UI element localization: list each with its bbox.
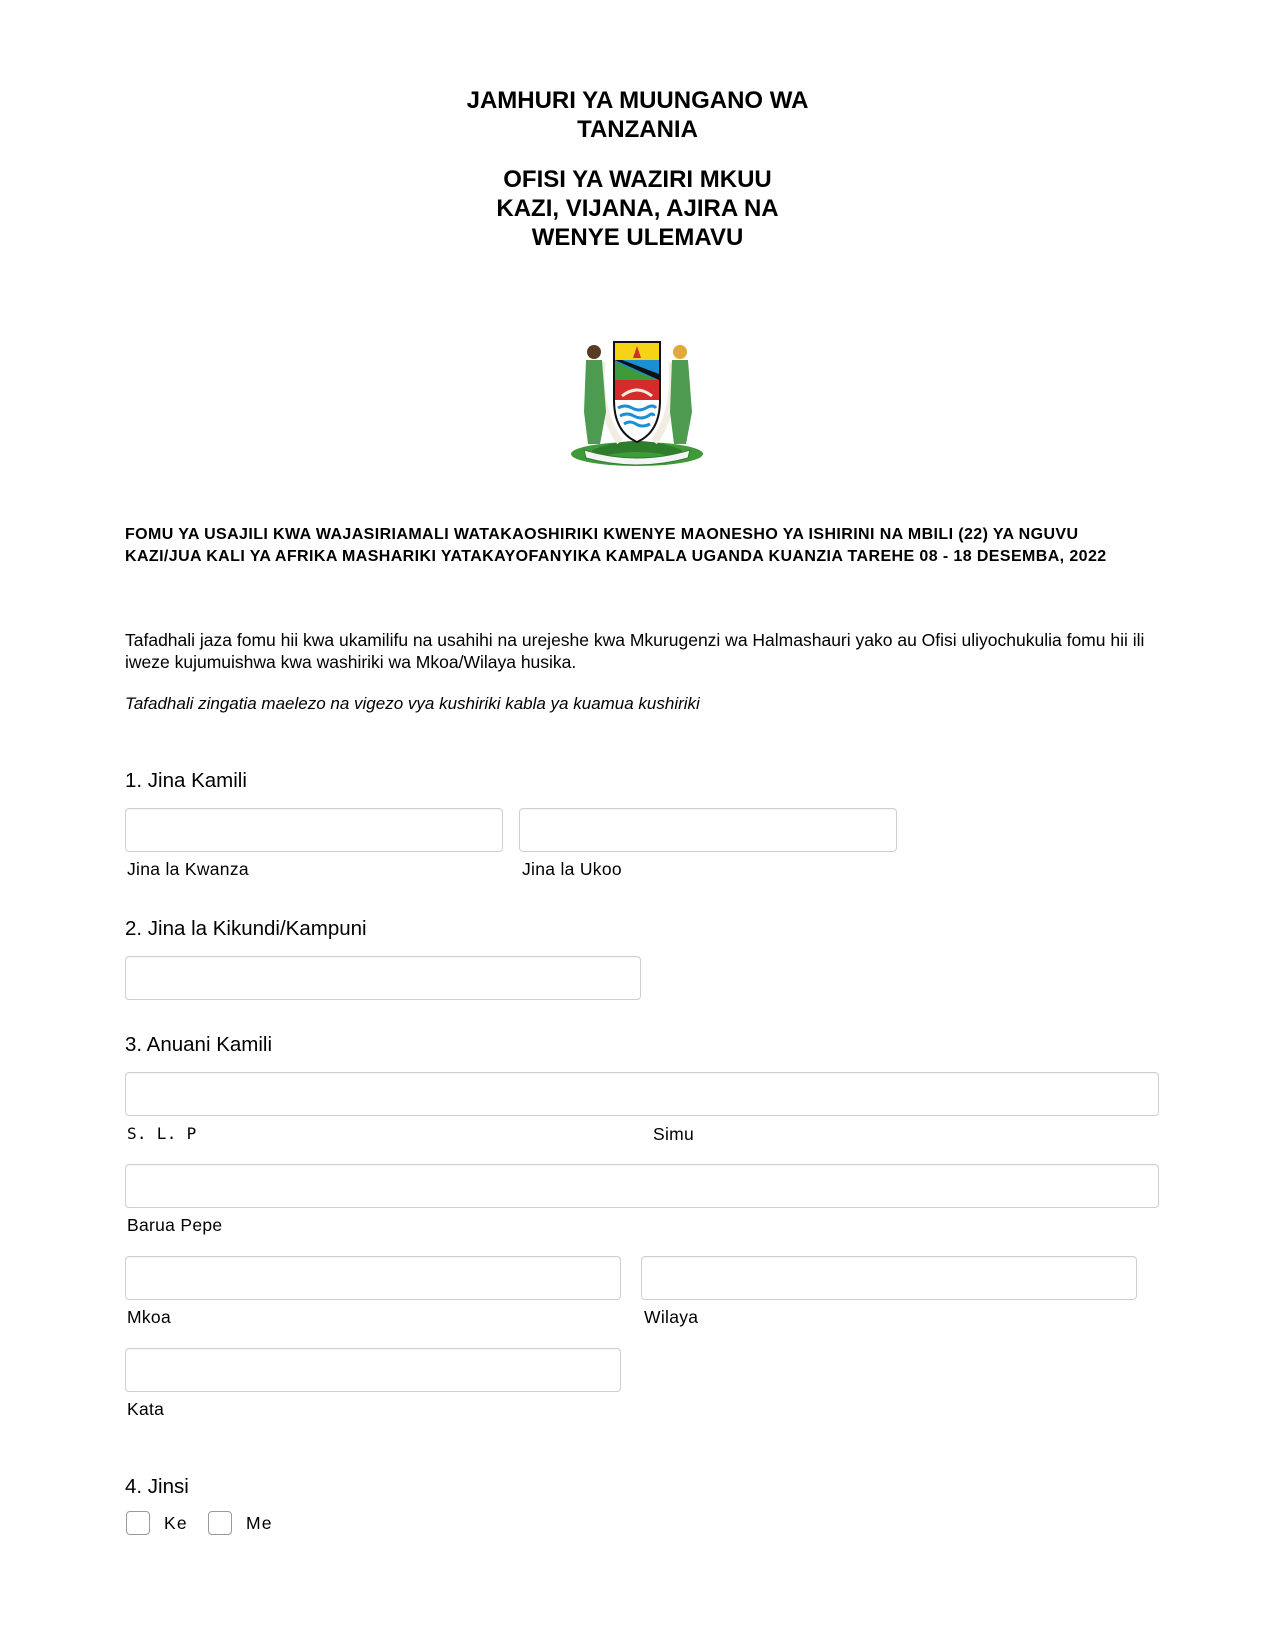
region-label: Mkoa [127, 1307, 171, 1327]
checkbox-male[interactable] [208, 1511, 232, 1535]
email-input[interactable] [126, 1165, 1158, 1207]
address-input[interactable] [126, 1073, 1158, 1115]
ward-field[interactable] [125, 1348, 621, 1392]
gender-option-male[interactable] [208, 1509, 273, 1537]
ward-input[interactable] [126, 1349, 620, 1391]
question-full-name: 1. Jina Kamili [125, 769, 247, 792]
question-address: 3. Anuani Kamili [125, 1033, 273, 1056]
country-heading [0, 86, 1275, 144]
email-field[interactable] [125, 1164, 1159, 1208]
district-label: Wilaya [644, 1307, 699, 1327]
instructions-text: Tafadhali jaza fomu hii kwa ukamilifu na usahihi na urejeshe kwa Mkurugenzi wa Halmashauri yako au Ofisi uliyochukulia fomu hii ili iweze kujumuishwa kwa washiriki wa Mkoa/Wilaya husika. [125, 630, 1145, 672]
district-input[interactable] [642, 1257, 1136, 1299]
ward-label: Kata [127, 1399, 165, 1419]
region-field[interactable] [125, 1256, 621, 1300]
option-label-male: Me [246, 1512, 273, 1533]
group-name-field[interactable] [125, 956, 641, 1000]
checkbox-female[interactable] [126, 1511, 150, 1535]
office-heading [0, 165, 1275, 252]
last-name-input[interactable] [520, 809, 896, 851]
gender-option-female[interactable] [126, 1509, 188, 1537]
coat-of-arms-icon [562, 322, 712, 472]
first-name-label: Jina la Kwanza [127, 859, 249, 879]
last-name-field[interactable] [519, 808, 897, 852]
heading-line: WENYE ULEMAVU [531, 224, 744, 251]
heading-line: JAMHURI YA MUUNGANO WA [466, 87, 809, 114]
heading-line: KAZI, VIJANA, AJIRA NA [496, 195, 779, 222]
form-title: FOMU YA USAJILI KWA WAJASIRIAMALI WATAKAOSHIRIKI KWENYE MAONESHO YA ISHIRINI NA MBILI (22) YA NGUVU KAZI/JUA KALI YA AFRIKA MASHARIKI YATAKAYOFANYIKA KAMPALA UGANDA KUANZIA TAREHE 08 - 18 DESEMBA, 2022 [125, 526, 1107, 565]
address-field[interactable] [125, 1072, 1159, 1116]
first-name-input[interactable] [126, 809, 502, 851]
last-name-label: Jina la Ukoo [522, 859, 622, 879]
group-name-input[interactable] [126, 957, 640, 999]
phone-label: Simu [653, 1124, 695, 1144]
slp-label: S. L. P [127, 1124, 197, 1143]
district-field[interactable] [641, 1256, 1137, 1300]
heading-line: OFISI YA WAZIRI MKUU [503, 166, 772, 193]
email-label: Barua Pepe [127, 1215, 223, 1235]
note-text: Tafadhali zingatia maelezo na vigezo vya kushiriki kabla ya kuamua kushiriki [125, 694, 700, 713]
option-label-female: Ke [164, 1512, 188, 1533]
first-name-field[interactable] [125, 808, 503, 852]
region-input[interactable] [126, 1257, 620, 1299]
question-group-name: 2. Jina la Kikundi/Kampuni [125, 917, 367, 940]
question-gender: 4. Jinsi [125, 1475, 189, 1498]
heading-line: TANZANIA [577, 116, 698, 143]
